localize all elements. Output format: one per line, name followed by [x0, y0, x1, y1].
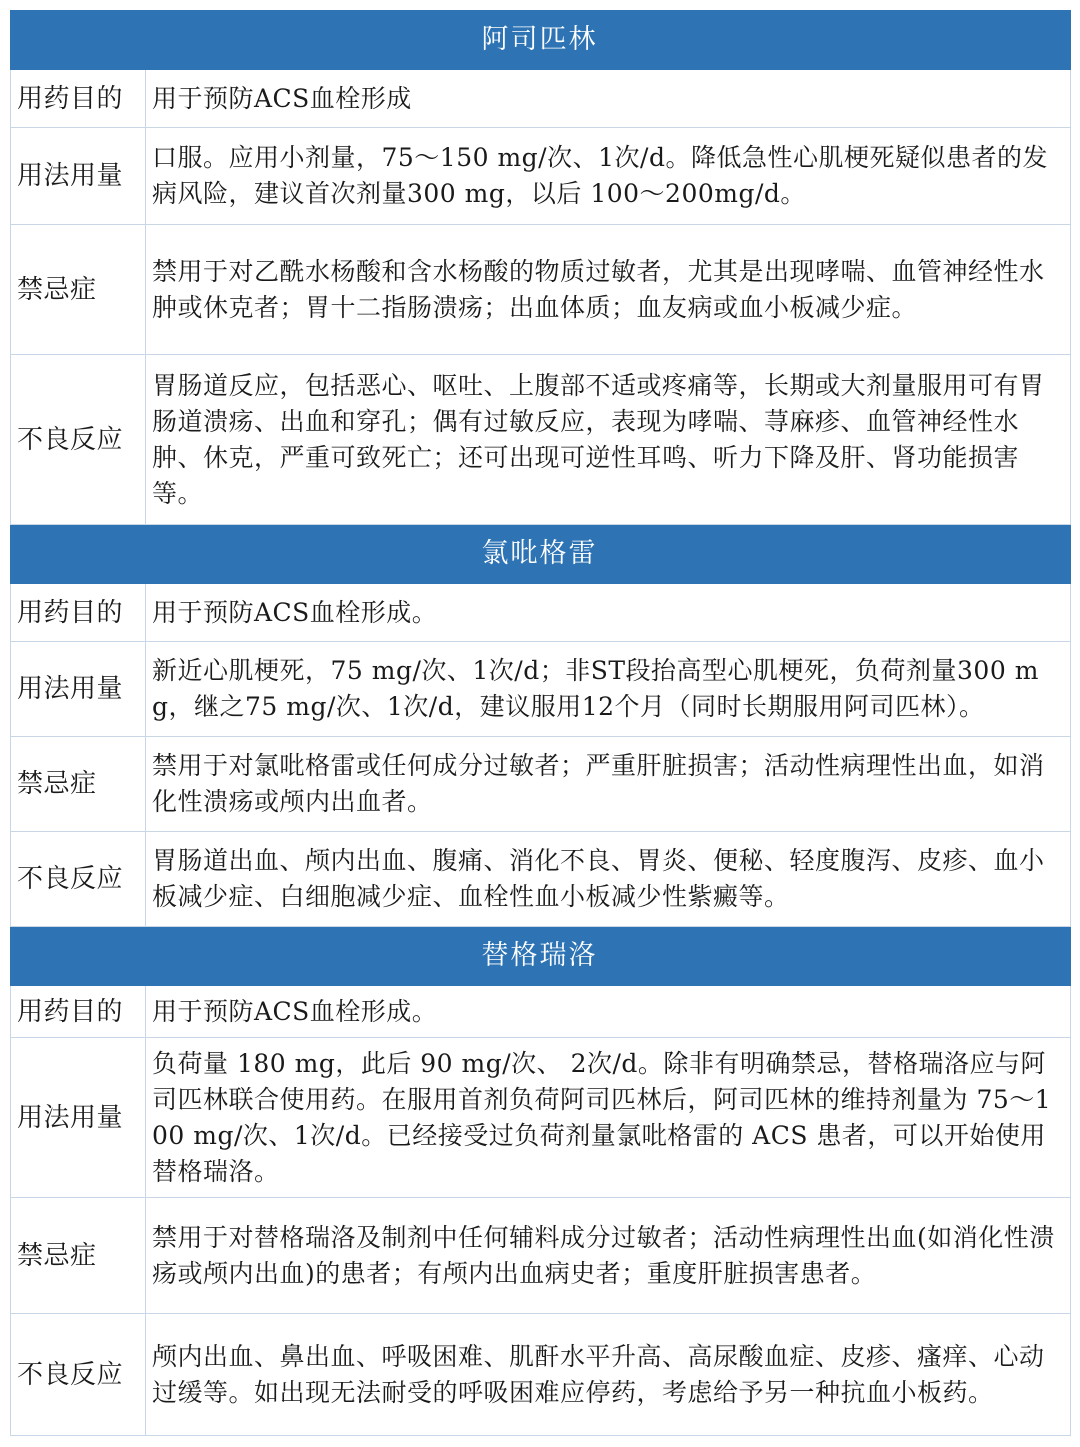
row-text: 用于预防ACS血栓形成	[146, 70, 1071, 128]
row-text: 禁用于对氯吡格雷或任何成分过敏者；严重肝脏损害；活动性病理性出血，如消化性溃疡或颅内出血者。	[146, 737, 1071, 832]
row-label: 用药目的	[11, 986, 146, 1038]
row-text: 用于预防ACS血栓形成。	[146, 584, 1071, 642]
row-label: 禁忌症	[11, 225, 146, 355]
row-label: 不良反应	[11, 832, 146, 927]
table-row	[11, 355, 1071, 525]
drug-name: 替格瑞洛	[11, 927, 1071, 986]
row-text: 负荷量 180 mg，此后 90 mg/次、 2次/d。除非有明确禁忌，替格瑞洛应与阿司匹林联合使用药。在服用首剂负荷阿司匹林后，阿司匹林的维持剂量为 75～100 mg/次、1次/d。已经接受过负荷剂量氯吡格雷的 ACS 患者，可以开始使用替格瑞洛。	[146, 1038, 1071, 1198]
row-label: 不良反应	[11, 355, 146, 525]
row-text: 口服。应用小剂量，75～150 mg/次、1次/d。降低急性心肌梗死疑似患者的发病风险，建议首次剂量300 mg，以后 100～200mg/d。	[146, 128, 1071, 225]
row-text: 新近心肌梗死，75 mg/次、1次/d；非ST段抬高型心肌梗死，负荷剂量300 mg，继之75 mg/次、1次/d，建议服用12个月（同时长期服用阿司匹林）。	[146, 642, 1071, 737]
drug-name: 氯吡格雷	[11, 525, 1071, 584]
row-text: 用于预防ACS血栓形成。	[146, 986, 1071, 1038]
drug-name: 阿司匹林	[11, 11, 1071, 70]
table-row	[11, 642, 1071, 737]
row-label: 用药目的	[11, 70, 146, 128]
row-label: 用法用量	[11, 642, 146, 737]
row-label: 禁忌症	[11, 1198, 146, 1314]
table-row	[11, 225, 1071, 355]
row-text: 禁用于对乙酰水杨酸和含水杨酸的物质过敏者，尤其是出现哮喘、血管神经性水肿或休克者；胃十二指肠溃疡；出血体质；血友病或血小板减少症。	[146, 225, 1071, 355]
row-label: 禁忌症	[11, 737, 146, 832]
section-header-clopidogrel	[11, 525, 1071, 584]
table-row	[11, 832, 1071, 927]
row-text: 胃肠道出血、颅内出血、腹痛、消化不良、胃炎、便秘、轻度腹泻、皮疹、血小板减少症、白细胞减少症、血栓性血小板减少性紫癜等。	[146, 832, 1071, 927]
section-header-ticagrelor	[11, 927, 1071, 986]
row-label: 用法用量	[11, 1038, 146, 1198]
row-label: 用法用量	[11, 128, 146, 225]
table-row	[11, 1038, 1071, 1198]
table-row	[11, 1314, 1071, 1436]
row-text: 胃肠道反应，包括恶心、呕吐、上腹部不适或疼痛等，长期或大剂量服用可有胃肠道溃疡、出血和穿孔；偶有过敏反应，表现为哮喘、荨麻疹、血管神经性水肿、休克，严重可致死亡；还可出现可逆性耳鸣、听力下降及肝、肾功能损害等。	[146, 355, 1071, 525]
table-row	[11, 128, 1071, 225]
table-row	[11, 737, 1071, 832]
row-label: 不良反应	[11, 1314, 146, 1436]
row-label: 用药目的	[11, 584, 146, 642]
row-text: 禁用于对替格瑞洛及制剂中任何辅料成分过敏者；活动性病理性出血(如消化性溃疡或颅内出血)的患者；有颅内出血病史者；重度肝脏损害患者。	[146, 1198, 1071, 1314]
table-row	[11, 1198, 1071, 1314]
section-header-aspirin	[11, 11, 1071, 70]
row-text: 颅内出血、鼻出血、呼吸困难、肌酐水平升高、高尿酸血症、皮疹、瘙痒、心动过缓等。如出现无法耐受的呼吸困难应停药，考虑给予另一种抗血小板药。	[146, 1314, 1071, 1436]
drug-info-table	[10, 10, 1071, 1436]
table-row	[11, 986, 1071, 1038]
table-row	[11, 70, 1071, 128]
table-row	[11, 584, 1071, 642]
